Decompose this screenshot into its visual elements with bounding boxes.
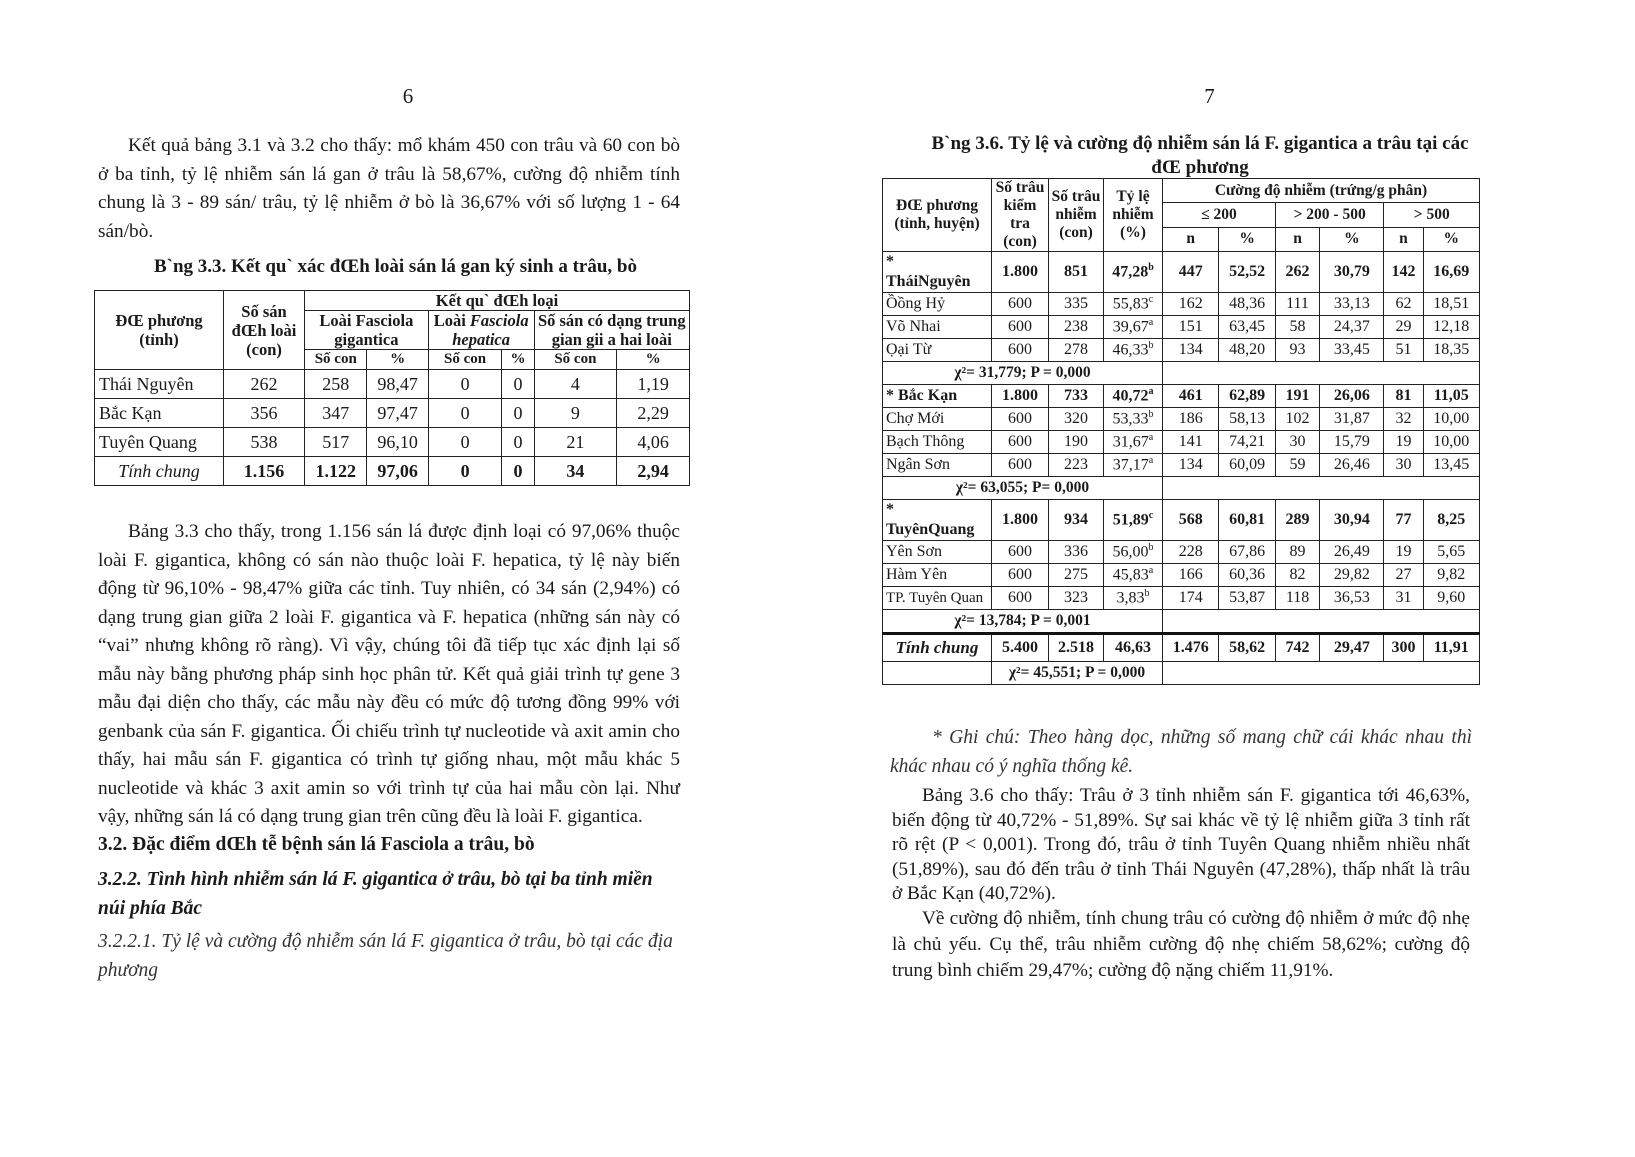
page-number: 7 <box>1204 84 1215 108</box>
section-3-2-2-heading: 3.2.2. Tình hình nhiễm sán lá F. gigantica ở trâu, bò tại ba tỉnh miền núi phía Bắc <box>98 869 653 919</box>
table-row: Bắc Kạn 356 347 97,47 0 0 9 2,29 <box>95 399 690 428</box>
table-row: Thái Nguyên 262 258 98,47 0 0 4 1,19 <box>95 370 690 399</box>
table-row: TP. Tuyên Quan 600 323 3,83$^b$ 174 53,87 118 36,53 31 9,60 <box>883 587 1480 610</box>
th-count: Số sán đŒh loài (con) <box>224 291 305 370</box>
chi-square-row: χ²= 13,784; P = 0,001 <box>883 610 1480 634</box>
page-number: 6 <box>402 84 414 108</box>
th-n: n <box>1163 227 1219 251</box>
table-3-3 <box>94 290 690 486</box>
intro-paragraph: Kết quả bảng 3.1 và 3.2 cho thấy: mổ khám 450 con trâu và 60 con bò ở ba tỉnh, tỷ lệ nhiễm sán lá gan ở trâu là 58,67%, cường độ nhiễm tính chung là 3 - 89 sán/ trâu, tỷ lệ nhiễm ở bò là 36,67% với số lượng 1 - 64 sán/bò. <box>98 135 680 242</box>
table-row: Võ Nhai 600 238 39,67$^a$ 151 63,45 58 24,37 29 12,18 <box>883 316 1480 339</box>
th-checked: Số trâu kiểm tra (con) <box>992 179 1049 252</box>
th-gigantica: Loài Fasciola gigantica <box>305 311 429 350</box>
province-total-row: * Bắc Kạn 1.800 733 40,72$^a$ 461 62,89 191 26,06 81 11,05 <box>883 385 1480 408</box>
th-200-500: > 200 - 500 <box>1275 203 1384 227</box>
th-socon: Số con <box>534 350 617 370</box>
section-3-2-heading: 3.2. Đặc điểm dŒh tễ bệnh sán lá Fasciola a trâu, bò <box>98 834 535 855</box>
section-3-2-2-1-heading: 3.2.2.1. Tỷ lệ và cường độ nhiễm sán lá F. gigantica ở trâu, bò tại các địa phương <box>98 931 673 981</box>
th-intensity: Cường độ nhiễm (trứng/g phân) <box>1163 179 1480 203</box>
chi-square-row: χ²= 45,551; P = 0,000 <box>883 662 1480 685</box>
th-hepatica: Loài Fasciola hepatica <box>428 311 534 350</box>
th-pct: % <box>1423 227 1479 251</box>
chi-square-row: χ²= 31,779; P = 0,000 <box>883 362 1480 385</box>
th-pct: % <box>1219 227 1275 251</box>
chi-square-row: χ²= 63,055; P= 0,000 <box>883 477 1480 500</box>
th-n: n <box>1275 227 1319 251</box>
th-pct: % <box>617 350 690 370</box>
th-pct: % <box>1320 227 1384 251</box>
table-total-row: Tính chung 1.156 1.122 97,06 0 0 34 2,94 <box>95 457 690 486</box>
result-paragraph-1: Bảng 3.6 cho thấy: Trâu ở 3 tỉnh nhiễm sán F. gigantica tới 46,63%, biến động từ 40,72% - 51,89%. Sự sai khác về tỷ lệ nhiễm giữa 3 tỉnh rất rõ rệt (P < 0,001). Trong đó, trâu ở tỉnh Tuyên Quang nhiễm nhiều nhất (51,89%), sau đó đến trâu ở tỉnh Thái Nguyên (47,28%), thấp nhất là trâu ở Bắc Kạn (40,72%). <box>892 785 1470 904</box>
th-location: ĐŒ phương (tỉnh, huyện) <box>883 179 992 252</box>
th-socon: Số con <box>428 350 502 370</box>
th-n: n <box>1384 227 1423 251</box>
table-3-6-caption: B`ng 3.6. Tỷ lệ và cường độ nhiễm sán lá F. gigantica a trâu tại các đŒ phương <box>931 133 1469 178</box>
result-paragraph-2: Về cường độ nhiễm, tính chung trâu có cường độ nhiễm ở mức độ nhẹ là chủ yếu. Cụ thể, trâu nhiễm cường độ nhẹ chiếm 58,62%; cường độ trung bình chiếm 29,47%; cường độ nặng chiếm 11,91%. <box>892 908 1470 981</box>
table-row: Ngân Sơn 600 223 37,17$^a$ 134 60,09 59 26,46 30 13,45 <box>883 454 1480 477</box>
table-3-6 <box>882 178 1480 685</box>
th-intermediate: Số sán có dạng trung gian gii a hai loài <box>534 311 689 350</box>
grand-total-row: Tính chung 5.400 2.518 46,63 1.476 58,62 742 29,47 300 11,91 <box>883 634 1480 662</box>
table-row: Hàm Yên 600 275 45,83$^a$ 166 60,36 82 29,82 27 9,82 <box>883 564 1480 587</box>
table-row: Tuyên Quang 538 517 96,10 0 0 21 4,06 <box>95 428 690 457</box>
th-pct: % <box>502 350 534 370</box>
th-rate: Tỷ lệ nhiễm (%) <box>1104 179 1163 252</box>
th-result: Kết qu` đŒh loại <box>305 291 690 311</box>
table-note: * Ghi chú: Theo hàng dọc, những số mang chữ cái khác nhau thì khác nhau có ý nghĩa thống kê. <box>890 727 1472 777</box>
th-infected: Số trâu nhiễm (con) <box>1049 179 1104 252</box>
analysis-paragraph: Bảng 3.3 cho thấy, trong 1.156 sán lá được định loại có 97,06% thuộc loài F. gigantica, không có sán nào thuộc loài F. hepatica, tỷ lệ này biến động từ 96,10% - 98,47% giữa các tỉnh. Tuy nhiên, có 34 sán (2,94%) có dạng trung gian giữa 2 loài F. gigantica và F. hepatica (những sán này có “vai” nhưng không rõ ràng). Vì vậy, chúng tôi đã tiếp tục xác định lại số mẫu này bằng phương pháp sinh học phân tử. Kết quả giải trình tự gene 3 mẫu đại diện cho thấy, các mẫu này đều có mức độ tương đồng 99% với genbank của sán F. gigantica. Ối chiếu trình tự nucleotide và axit amin cho thấy, hai mẫu sán F. gigantica có trình tự giống nhau, một mẫu khác 5 nucleotide và khác 3 axit amin so với trình tự của hai mẫu còn lại. Như vậy, những sán lá có dạng trung gian trên cũng đều là loài F. gigantica. <box>98 521 680 827</box>
table-row: Ồồng Hỷ 600 335 55,83$^c$ 162 48,36 111 33,13 62 18,51 <box>883 293 1480 316</box>
table-row: Bạch Thông 600 190 31,67$^a$ 141 74,21 30 15,79 19 10,00 <box>883 431 1480 454</box>
province-total-row: * TháiNguyên 1.800 851 47,28$^b$ 447 52,52 262 30,79 142 16,69 <box>883 252 1480 293</box>
table-row: Yên Sơn 600 336 56,00$^b$ 228 67,86 89 26,49 19 5,65 <box>883 541 1480 564</box>
th-le200: ≤ 200 <box>1163 203 1276 227</box>
th-pct: % <box>367 350 428 370</box>
th-location: ĐŒ phương (tỉnh) <box>95 291 224 370</box>
table-row: Chợ Mới 600 320 53,33$^b$ 186 58,13 102 31,87 32 10,00 <box>883 408 1480 431</box>
table-row: Ọại Từ 600 278 46,33$^b$ 134 48,20 93 33,45 51 18,35 <box>883 339 1480 362</box>
province-total-row: * TuyênQuang 1.800 934 51,89$^c$ 568 60,81 289 30,94 77 8,25 <box>883 500 1480 541</box>
th-socon: Số con <box>305 350 367 370</box>
th-gt500: > 500 <box>1384 203 1480 227</box>
table-3-3-caption: B`ng 3.3. Kết qu` xác đŒh loài sán lá gan ký sinh a trâu, bò <box>153 256 637 277</box>
